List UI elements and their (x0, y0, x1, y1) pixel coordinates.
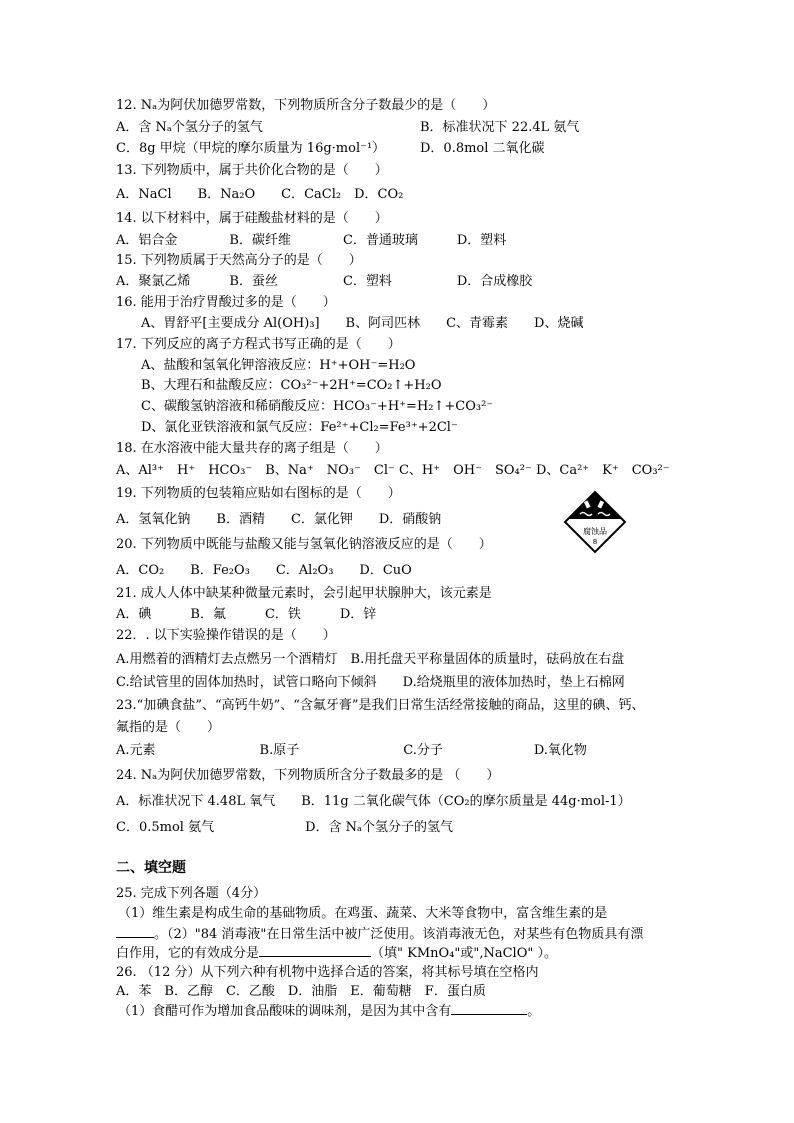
q26-choices: A．苯 B．乙醇 C．乙酸 D．油脂 E．葡萄糖 F．蛋白质 (116, 984, 486, 999)
q23-options: A.元素 B.原子 C.分子 D.氧化物 (116, 743, 587, 758)
hazard-label: 腐蚀品 (583, 527, 607, 536)
q13-options: A．NaCl B．Na₂O C．CaCl₂ D．CO₂ (116, 187, 404, 202)
q17-option-c: C、碳酸氢钠溶液和稀硝酸反应：HCO₃⁻+H⁺=H₂↑+CO₃²⁻ (141, 399, 494, 414)
section-fill-in-title: 二、填空题 (116, 860, 186, 876)
q12-stem: 12. Nₐ为阿伏加德罗常数，下列物质所含分子数最少的是（ ） (116, 98, 496, 113)
q23-stem-cont: 氟指的是（ ） (116, 720, 221, 735)
q17-option-a: A、盐酸和氢氧化钾溶液反应：H⁺+OH⁻=H₂O (141, 358, 416, 373)
q23-stem: 23.“加碘食盐”、“高钙牛奶”、“含氟牙膏”是我们日常生活经常接触的商品，这里的碘、钙、 (116, 698, 645, 713)
q12-option-d: D．0.8mol 二氧化碳 (420, 141, 545, 156)
q17-stem: 17. 下列反应的离子方程式书写正确的是（ ） (116, 337, 401, 352)
q25-blank-1[interactable] (116, 925, 154, 938)
q24-options-ab: A．标准状况下 4.48L 氧气 B．11g 二氧化碳气体（CO₂的摩尔质量是 44g·mol-1） (116, 794, 631, 809)
q16-options: A、胃舒平[主要成分 Al(OH)₃] B、阿司匹林 C、青霉素 D、烧碱 (141, 316, 584, 331)
q14-stem: 14. 以下材料中，属于硅酸盐材料的是（ ） (116, 211, 388, 226)
q25-part2-end: （填" KMnO₄"或",NaClO" ）。 (371, 946, 557, 961)
q25-part2: 。（2）"84 消毒液"在日常生活中被广泛使用。该消毒液无色，对某些有色物质具有漂 (154, 927, 644, 942)
q14-options: A．铝合金 B．碳纤维 C．普通玻璃 D．塑料 (116, 233, 507, 248)
q24-stem: 24. Nₐ为阿伏加德罗常数，下列物质所含分子数最多的是 （ ） (116, 768, 500, 783)
q12-option-c: C．8g 甲烷（甲烷的摩尔质量为 16g·mol⁻¹） (116, 141, 386, 156)
q25-part1: （1）维生素是构成生命的基础物质。在鸡蛋、蔬菜、大米等食物中，富含维生素的是 (118, 906, 608, 921)
q25-part2-cont: 白作用，它的有效成分是 (116, 946, 260, 961)
q26-blank-1[interactable] (451, 1002, 527, 1015)
q13-stem: 13. 下列物质中，属于共价化合物的是（ ） (116, 163, 388, 178)
q17-option-b: B、大理石和盐酸反应：CO₃²⁻+2H⁺=CO₂↑+H₂O (141, 378, 442, 393)
q18-stem: 18. 在水溶液中能大量共存的离子组是（ ） (116, 441, 388, 456)
q25-stem: 25. 完成下列各题（4分） (116, 886, 267, 901)
q22-stem: 22．. 以下实验操作错误的是（ ） (116, 628, 336, 643)
q19-options: A．氢氧化钠 B．酒精 C．氯化钾 D．硝酸钠 (116, 512, 442, 527)
q26-part1: （1）食醋可作为增加食品酸味的调味剂，是因为其中含有 (118, 1004, 452, 1019)
q21-stem: 21. 成人人体中缺某种微量元素时，会引起甲状腺肿大，该元素是 (116, 586, 492, 601)
q16-stem: 16. 能用于治疗胃酸过多的是（ ） (116, 295, 336, 310)
q15-stem: 15. 下列物质属于天然高分子的是（ ） (116, 253, 362, 268)
q12-option-b: B．标准状况下 22.4L 氨气 (420, 120, 580, 135)
q21-options: A．碘 B．氟 C．铁 D．锌 (116, 607, 377, 622)
q22-options-cd: C.给试管里的固体加热时，试管口略向下倾斜 D.给烧瓶里的液体加热时，垫上石棉网 (116, 675, 625, 690)
q12-option-a: A．含 Nₐ个氢分子的氢气 (116, 120, 263, 135)
q18-options: A、Al³⁺ H⁺ HCO₃⁻ B、Na⁺ NO₃⁻ Cl⁻ C、H⁺ OH⁻ SO₄²⁻ D、Ca²⁺ K⁺ CO₃²⁻ (116, 463, 670, 478)
q24-options-cd: C．0.5mol 氨气 D．含 Nₐ个氢分子的氢气 (116, 820, 454, 835)
q22-options-ab: A.用燃着的酒精灯去点燃另一个酒精灯 B.用托盘天平称量固体的质量时，砝码放在右盘 (116, 652, 625, 667)
q25-blank-2[interactable] (259, 944, 371, 957)
q15-options: A．聚氯乙烯 B．蚕丝 C．塑料 D．合成橡胶 (116, 274, 533, 289)
q19-stem: 19. 下列物质的包装箱应贴如右图标的是（ ） (116, 486, 401, 501)
q17-option-d: D、氯化亚铁溶液和氯气反应：Fe²⁺+Cl₂=Fe³⁺+2Cl⁻ (141, 420, 458, 435)
corrosive-hazard-icon (563, 490, 627, 554)
q20-options: A．CO₂ B．Fe₂O₃ C．Al₂O₃ D．CuO (116, 563, 412, 578)
q26-stem: 26. （12 分）从下列六种有机物中选择合适的答案，将其标号填在空格内 (116, 965, 539, 980)
q20-stem: 20. 下列物质中既能与盐酸又能与氢氧化钠溶液反应的是（ ） (116, 537, 492, 552)
q26-part1-end: 。 (527, 1004, 541, 1019)
hazard-class: 8 (592, 538, 598, 546)
